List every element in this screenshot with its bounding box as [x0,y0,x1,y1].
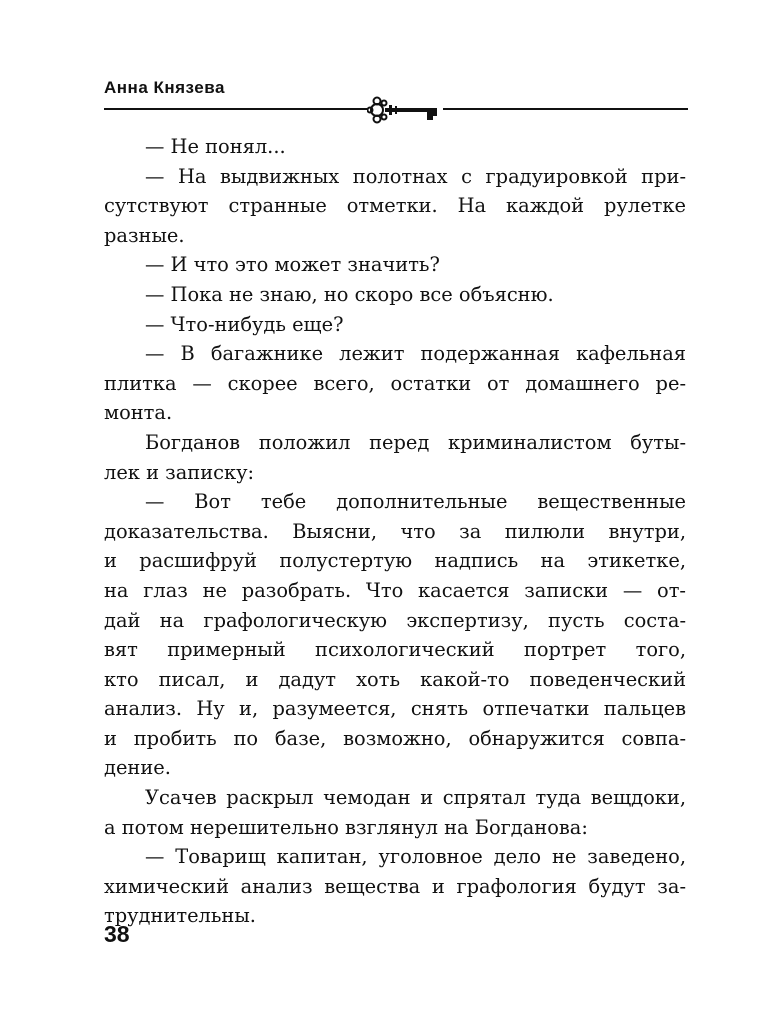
text-line: — Пока не знаю, но скоро все объясню. [145,282,554,306]
text-line: доказательства. Выясни, что за пилюли внутри, [104,519,686,543]
text-line: на глаз не разобрать. Что касается записки — от- [104,578,686,602]
text-line: труднительны. [104,904,256,928]
text-line: вят примерный психологический портрет того, [104,638,686,662]
text-line: — В багажнике лежит подержанная кафельная [145,342,686,366]
page-number: 38 [104,921,130,947]
text-line: лек и записку: [104,460,255,484]
text-line: химический анализ вещества и графология будут за- [104,874,686,898]
text-line: анализ. Ну и, разумеется, снять отпечатки пальцев [104,697,686,721]
text-line: дение. [104,756,171,780]
text-line: и пробить по базе, возможно, обнаружится совпа- [104,726,686,750]
text-line: — Вот тебе дополнительные вещественные [145,490,686,514]
text-line: — Товарищ капитан, уголовное дело не заведено, [145,845,686,869]
text-line: Усачев раскрыл чемодан и спрятал туда вещдоки, [145,786,686,810]
text-line: разные. [104,223,185,247]
text-line: Богданов положил перед криминалистом буты- [145,430,686,454]
key-icon [367,95,443,125]
text-line: — На выдвижных полотнах с градуировкой при- [145,164,686,188]
text-line: — Не понял... [145,135,286,158]
text-line: сутствуют странные отметки. На каждой рулетке [104,194,686,218]
text-line: а потом нерешительно взглянул на Богданова: [104,815,588,839]
text-line: кто писал, и дадут хоть какой-то поведенческий [104,667,686,691]
text-line: плитка — скорее всего, остатки от домашнего ре- [104,371,686,395]
text-line: — И что это может значить? [145,253,440,277]
text-line: дай на графологическую экспертизу, пусть соста- [104,608,686,632]
body-text [104,132,686,931]
text-line: монта. [104,401,173,425]
running-header-author: Анна Князева [104,78,225,97]
text-line: — Что-нибудь еще? [145,312,344,336]
text-line: и расшифруй полустертую надпись на этикетке, [104,549,686,573]
